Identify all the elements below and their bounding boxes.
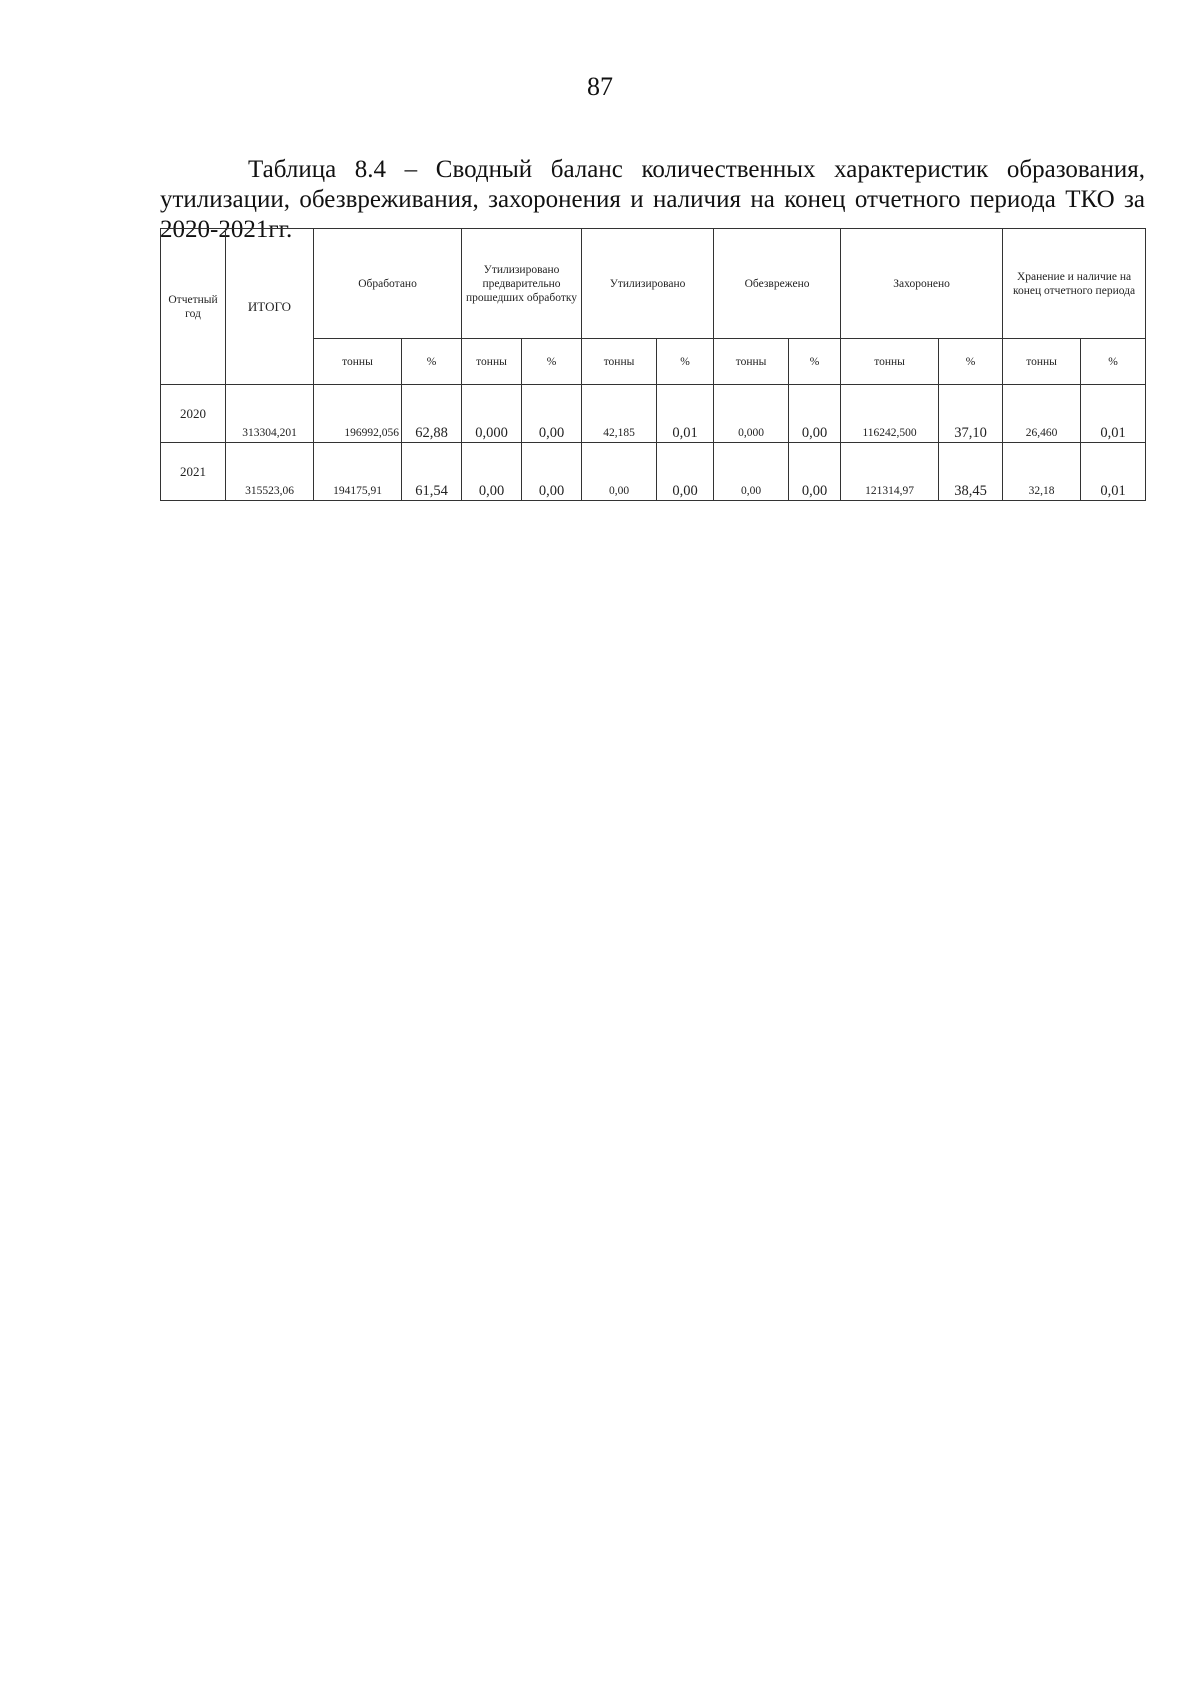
unit-percent: %	[1081, 339, 1146, 385]
header-neutralized: Обезврежено	[714, 229, 841, 339]
row-buried-tons: 116242,500	[841, 385, 939, 443]
row-neutralized-tons: 0,000	[714, 385, 789, 443]
row-storage-percent: 0,01	[1081, 443, 1146, 501]
row-year: 2021	[161, 443, 226, 501]
header-buried: Захоронено	[841, 229, 1003, 339]
row-processed-percent: 61,54	[402, 443, 462, 501]
table-row	[161, 443, 1146, 501]
row-neutralized-tons: 0,00	[714, 443, 789, 501]
unit-percent: %	[939, 339, 1003, 385]
row-processed-percent: 62,88	[402, 385, 462, 443]
page-number: 87	[587, 72, 613, 101]
row-utilized-tons: 42,185	[582, 385, 657, 443]
unit-tons: тонны	[714, 339, 789, 385]
table-header-row	[161, 229, 1146, 339]
header-total: ИТОГО	[226, 229, 314, 385]
row-total: 313304,201	[226, 385, 314, 443]
row-total: 315523,06	[226, 443, 314, 501]
row-buried-percent: 38,45	[939, 443, 1003, 501]
row-processed-tons: 194175,91	[314, 443, 402, 501]
header-storage: Хранение и наличие на конец отчетного периода	[1003, 229, 1146, 339]
unit-tons: тонны	[314, 339, 402, 385]
unit-tons: тонны	[841, 339, 939, 385]
row-year: 2020	[161, 385, 226, 443]
row-utilized-after-tons: 0,000	[462, 385, 522, 443]
row-utilized-tons: 0,00	[582, 443, 657, 501]
unit-percent: %	[402, 339, 462, 385]
unit-percent: %	[789, 339, 841, 385]
row-utilized-percent: 0,01	[657, 385, 714, 443]
row-storage-percent: 0,01	[1081, 385, 1146, 443]
table-caption: Таблица 8.4 – Сводный баланс количественных характеристик образования, утилизации, обезвреживания, захоронения и наличия на конец отчетного периода ТКО за 2020-2021гг.	[160, 156, 1145, 243]
header-utilized: Утилизировано	[582, 229, 714, 339]
header-year: Отчетный год	[161, 229, 226, 385]
row-buried-percent: 37,10	[939, 385, 1003, 443]
unit-tons: тонны	[582, 339, 657, 385]
table-row	[161, 385, 1146, 443]
row-neutralized-percent: 0,00	[789, 385, 841, 443]
row-processed-tons	[314, 385, 402, 443]
unit-percent: %	[657, 339, 714, 385]
unit-tons: тонны	[1003, 339, 1081, 385]
row-buried-tons: 121314,97	[841, 443, 939, 501]
unit-tons: тонны	[462, 339, 522, 385]
row-neutralized-percent: 0,00	[789, 443, 841, 501]
unit-percent: %	[522, 339, 582, 385]
waste-balance-table	[160, 228, 1146, 501]
row-utilized-percent: 0,00	[657, 443, 714, 501]
row-storage-tons: 32,18	[1003, 443, 1081, 501]
row-utilized-after-percent: 0,00	[522, 443, 582, 501]
header-processed: Обработано	[314, 229, 462, 339]
row-utilized-after-tons: 0,00	[462, 443, 522, 501]
row-storage-tons: 26,460	[1003, 385, 1081, 443]
row-processed-tons-value: 196992,056	[344, 427, 399, 439]
row-utilized-after-percent: 0,00	[522, 385, 582, 443]
header-utilized-after-processing: Утилизировано предварительно прошедших обработку	[462, 229, 582, 339]
